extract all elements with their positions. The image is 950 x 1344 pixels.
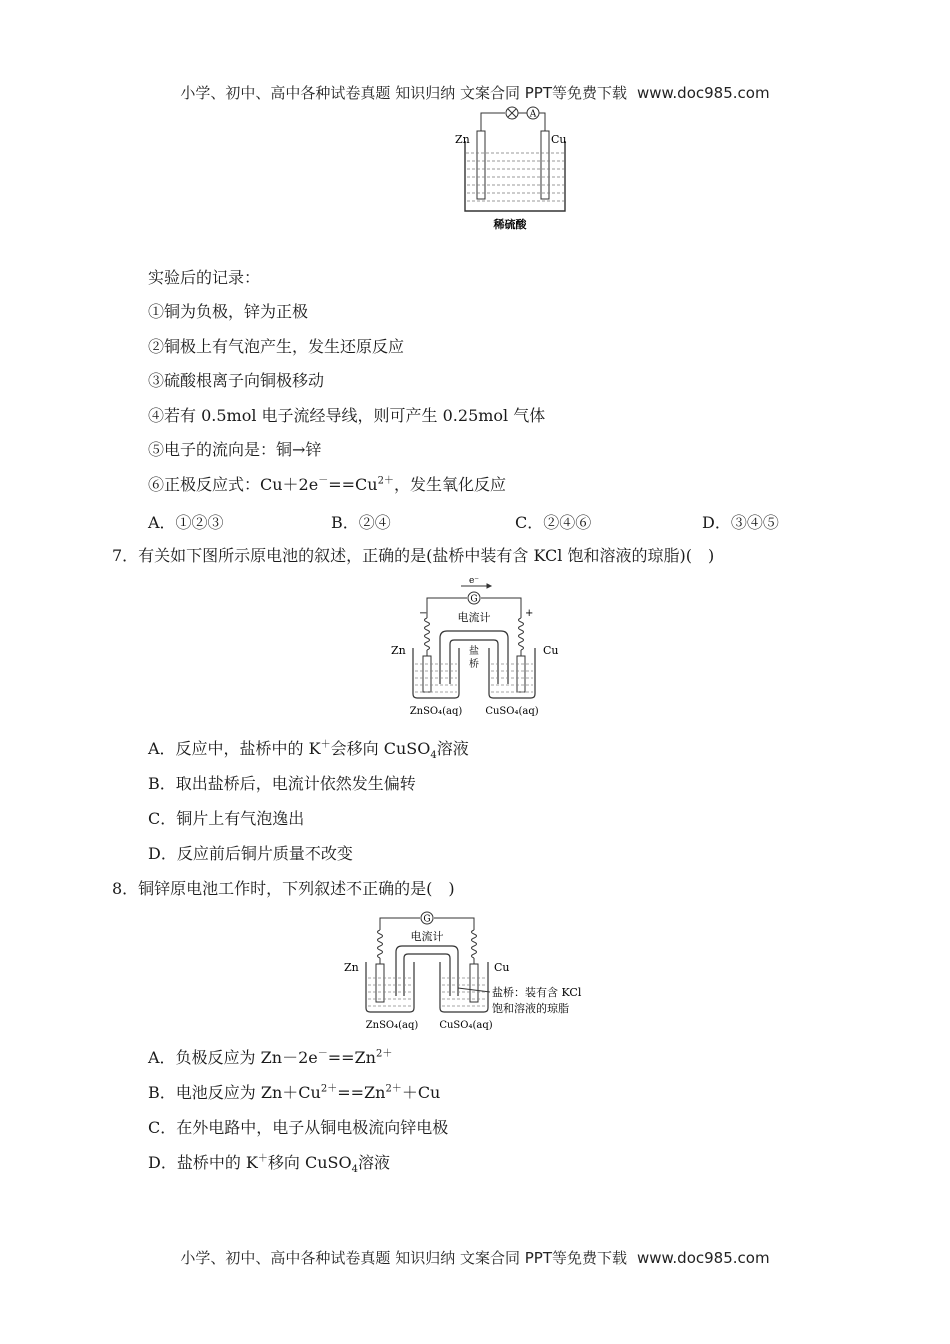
q6-record-4: ④若有 0.5mol 电子流经导线，则可产生 0.25mol 气体 [148, 406, 546, 425]
fig6-cu-label: Cu [551, 133, 567, 146]
q6-record-3: ③硫酸根离子向铜极移动 [148, 371, 325, 390]
q6-option-c[interactable]: C．②④⑥ [515, 513, 592, 532]
q7-option-c[interactable]: C．铜片上有气泡逸出 [148, 809, 305, 828]
q6-option-d[interactable]: D．③④⑤ [702, 513, 779, 532]
svg-text:盐: 盐 [469, 646, 479, 657]
q6-option-a[interactable]: A．①②③ [148, 513, 224, 532]
q6-option-b[interactable]: B．②④ [331, 513, 391, 532]
q7-option-b[interactable]: B．取出盐桥后，电流计依然发生偏转 [148, 774, 416, 793]
q6-intro: 实验后的记录： [148, 268, 261, 287]
svg-text:CuSO₄(aq): CuSO₄(aq) [485, 706, 539, 717]
svg-text:电流计: 电流计 [410, 930, 444, 943]
figure-q7-salt-bridge-cell [385, 576, 575, 721]
svg-text:Cu: Cu [494, 961, 510, 974]
q7-stem: 7．有关如下图所示原电池的叙述，正确的是(盐桥中装有含 KCl 饱和溶液的琼脂)( ) [112, 546, 715, 565]
q8-option-b[interactable]: B．电池反应为 $Zn+Cu^{2+}==Zn^{2+}+Cu$ [148, 1083, 441, 1102]
svg-text:盐桥：装有含 KCl: 盐桥：装有含 KCl [492, 986, 582, 999]
svg-text:G: G [423, 914, 431, 925]
fig6-zn-label: Zn [455, 133, 470, 146]
q6-record-2: ②铜极上有气泡产生，发生还原反应 [148, 337, 405, 356]
q8-stem: 8．铜锌原电池工作时，下列叙述不正确的是( ) [112, 879, 455, 898]
q7-option-a[interactable]: A．反应中，盐桥中的 K＋会移向 CuSO$_4$溶液 [148, 739, 469, 762]
svg-text:饱和溶液的琼脂: 饱和溶液的琼脂 [492, 1002, 569, 1015]
header-banner [0, 82, 950, 103]
footer-text: 小学、初中、高中各种试卷真题 知识归纳 文案合同 PPT等免费下载 [180, 1249, 627, 1267]
q8-option-c[interactable]: C．在外电路中，电子从铜电极流向锌电极 [148, 1118, 449, 1137]
fig6-caption: 稀硫酸 [493, 218, 527, 231]
svg-text:ZnSO₄(aq): ZnSO₄(aq) [409, 706, 463, 717]
q6-record-1: ①铜为负极，锌为正极 [148, 302, 309, 321]
figure-q8-salt-bridge-cell [338, 908, 598, 1034]
svg-text:Cu: Cu [543, 644, 559, 657]
q8-option-d[interactable]: D．盐桥中的 K＋移向 CuSO$_4$溶液 [148, 1153, 390, 1176]
svg-text:Zn: Zn [391, 644, 406, 657]
q6-record-6: ⑥正极反应式：$Cu+2e^-==Cu^{2+}$，发生氧化反应 [148, 475, 506, 494]
svg-text:ZnSO₄(aq): ZnSO₄(aq) [365, 1020, 419, 1031]
svg-text:e⁻: e⁻ [468, 576, 480, 586]
svg-text:CuSO₄(aq): CuSO₄(aq) [439, 1020, 493, 1031]
footer-site-link[interactable]: www.doc985.com [636, 1249, 770, 1267]
svg-text:−: − [419, 608, 428, 619]
svg-text:+: + [525, 608, 534, 619]
svg-text:Zn: Zn [344, 961, 359, 974]
header-text: 小学、初中、高中各种试卷真题 知识归纳 文案合同 PPT等免费下载 [180, 84, 627, 102]
ammeter-label: A [529, 109, 537, 120]
figure-zn-cu-acid-cell [445, 103, 575, 233]
svg-text:电流计: 电流计 [457, 611, 491, 624]
svg-text:G: G [470, 594, 478, 605]
q7-option-d[interactable]: D．反应前后铜片质量不改变 [148, 844, 353, 863]
svg-text:桥: 桥 [469, 659, 479, 670]
q8-option-a[interactable]: A．负极反应为 $Zn-2e^-==Zn^{2+}$ [148, 1048, 393, 1067]
footer-banner [0, 1247, 950, 1268]
header-site-link[interactable]: www.doc985.com [636, 84, 770, 102]
q6-record-5: ⑤电子的流向是：铜→锌 [148, 440, 322, 459]
